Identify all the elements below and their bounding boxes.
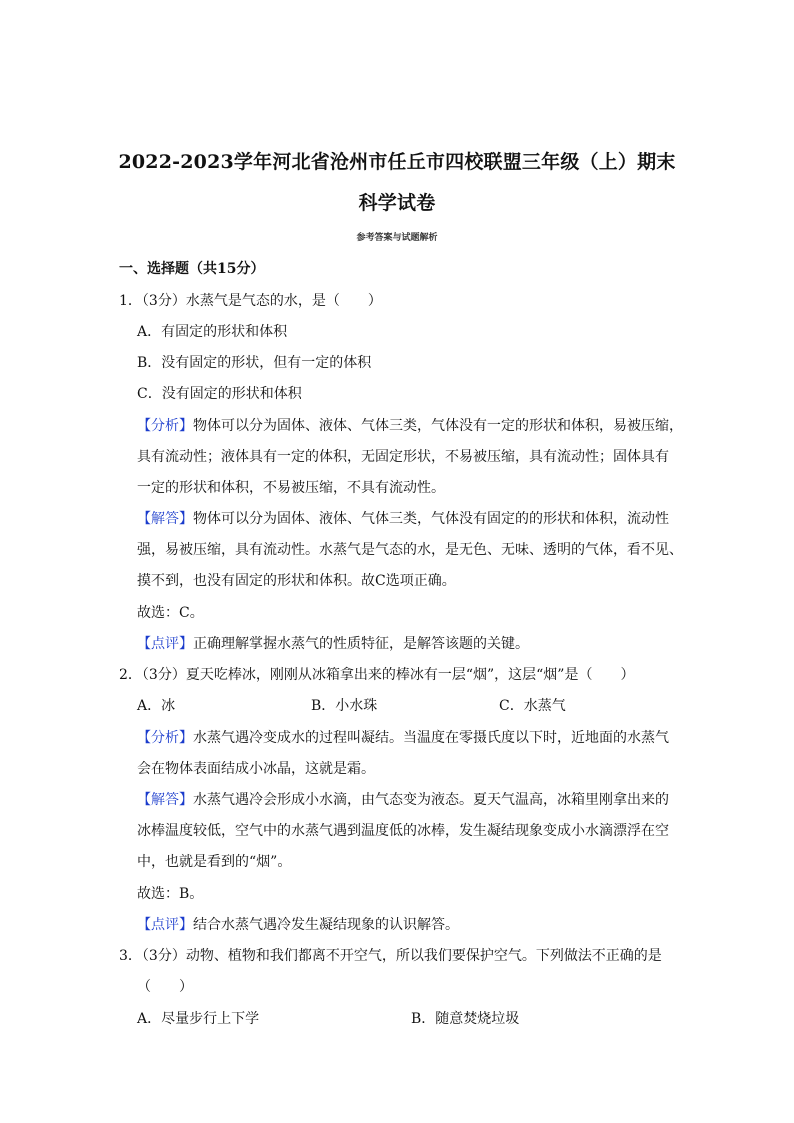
document-title-line1: 2022-2023学年河北省沧州市任丘市四校联盟三年级（上）期末 <box>118 151 676 173</box>
question-2-option-a: A．冰 <box>137 698 176 714</box>
question-1-comment <box>137 634 529 654</box>
question-1-option-b: B．没有固定的形状，但有一定的体积 <box>137 355 372 371</box>
question-2-comment <box>137 915 459 935</box>
question-2-answer-line1 <box>137 790 669 810</box>
question-2-answer-line3: 中，也就是看到的“烟”。 <box>137 854 292 870</box>
question-1-answer-line2: 强，易被压缩，具有流动性。水蒸气是气态的水，是无色、无味、透明的气体，看不见、 <box>137 542 683 558</box>
question-3-stem: 3．（3分）动物、植物和我们都离不开空气，所以我们要保护空气。下列做法不正确的是 <box>119 948 662 964</box>
comment-tag: 【点评】 <box>137 917 193 933</box>
question-1-choice: 故选：C。 <box>137 605 204 621</box>
analysis-tag: 【分析】 <box>137 418 193 434</box>
question-2-option-b: B．小水珠 <box>311 698 378 714</box>
comment-tag: 【点评】 <box>137 636 193 652</box>
question-3-stem-cont: （ ） <box>137 979 193 995</box>
question-2-answer-line2: 冰棒温度较低，空气中的水蒸气遇到温度低的冰棒，发生凝结现象变成小水滴漂浮在空 <box>137 823 669 839</box>
question-3-option-a: A．尽量步行上下学 <box>137 1011 260 1027</box>
comment-text: 正确理解掌握水蒸气的性质特征，是解答该题的关键。 <box>193 636 529 652</box>
question-2-analysis-line1 <box>137 728 669 748</box>
question-2-analysis-line2: 会在物体表面结成小冰晶，这就是霜。 <box>137 761 375 777</box>
question-2-stem: 2．（3分）夏天吃棒冰，刚刚从冰箱拿出来的棒冰有一层“烟”，这层“烟”是（ ） <box>119 667 635 683</box>
question-1-analysis-line3: 一定的形状和体积，不易被压缩，不具有流动性。 <box>137 480 445 496</box>
section-heading: 一、选择题（共15分） <box>119 261 265 277</box>
question-3-option-b: B．随意焚烧垃圾 <box>411 1011 520 1027</box>
analysis-text: 物体可以分为固体、液体、气体三类，气体没有一定的形状和体积，易被压缩， <box>193 418 683 434</box>
comment-text: 结合水蒸气遇冷发生凝结现象的认识解答。 <box>193 917 459 933</box>
question-1-option-a: A．有固定的形状和体积 <box>137 324 288 340</box>
analysis-tag: 【分析】 <box>137 730 193 746</box>
answer-tag: 【解答】 <box>137 511 193 527</box>
analysis-text: 水蒸气遇冷变成水的过程叫凝结。当温度在零摄氏度以下时，近地面的水蒸气 <box>193 730 669 746</box>
question-1-option-c: C．没有固定的形状和体积 <box>137 386 302 402</box>
answer-text: 水蒸气遇冷会形成小水滴，由气态变为液态。夏天气温高，冰箱里刚拿出来的 <box>193 792 669 808</box>
document-title-line2: 科学试卷 <box>358 192 436 214</box>
answer-text: 物体可以分为固体、液体、气体三类，气体没有固定的的形状和体积，流动性 <box>193 511 669 527</box>
question-1-analysis-line2: 具有流动性；液体具有一定的体积，无固定形状，不易被压缩，具有流动性；固体具有 <box>137 449 669 465</box>
question-2-option-c: C．水蒸气 <box>499 698 566 714</box>
question-1-stem: 1．（3分）水蒸气是气态的水，是（ ） <box>119 293 382 309</box>
question-1-answer-line1 <box>137 509 669 529</box>
question-2-choice: 故选：B。 <box>137 886 204 902</box>
question-1-answer-line3: 摸不到，也没有固定的形状和体积。故C选项正确。 <box>137 573 456 589</box>
document-subtitle: 参考答案与试题解析 <box>356 233 438 243</box>
answer-tag: 【解答】 <box>137 792 193 808</box>
question-1-analysis-line1 <box>137 416 683 436</box>
